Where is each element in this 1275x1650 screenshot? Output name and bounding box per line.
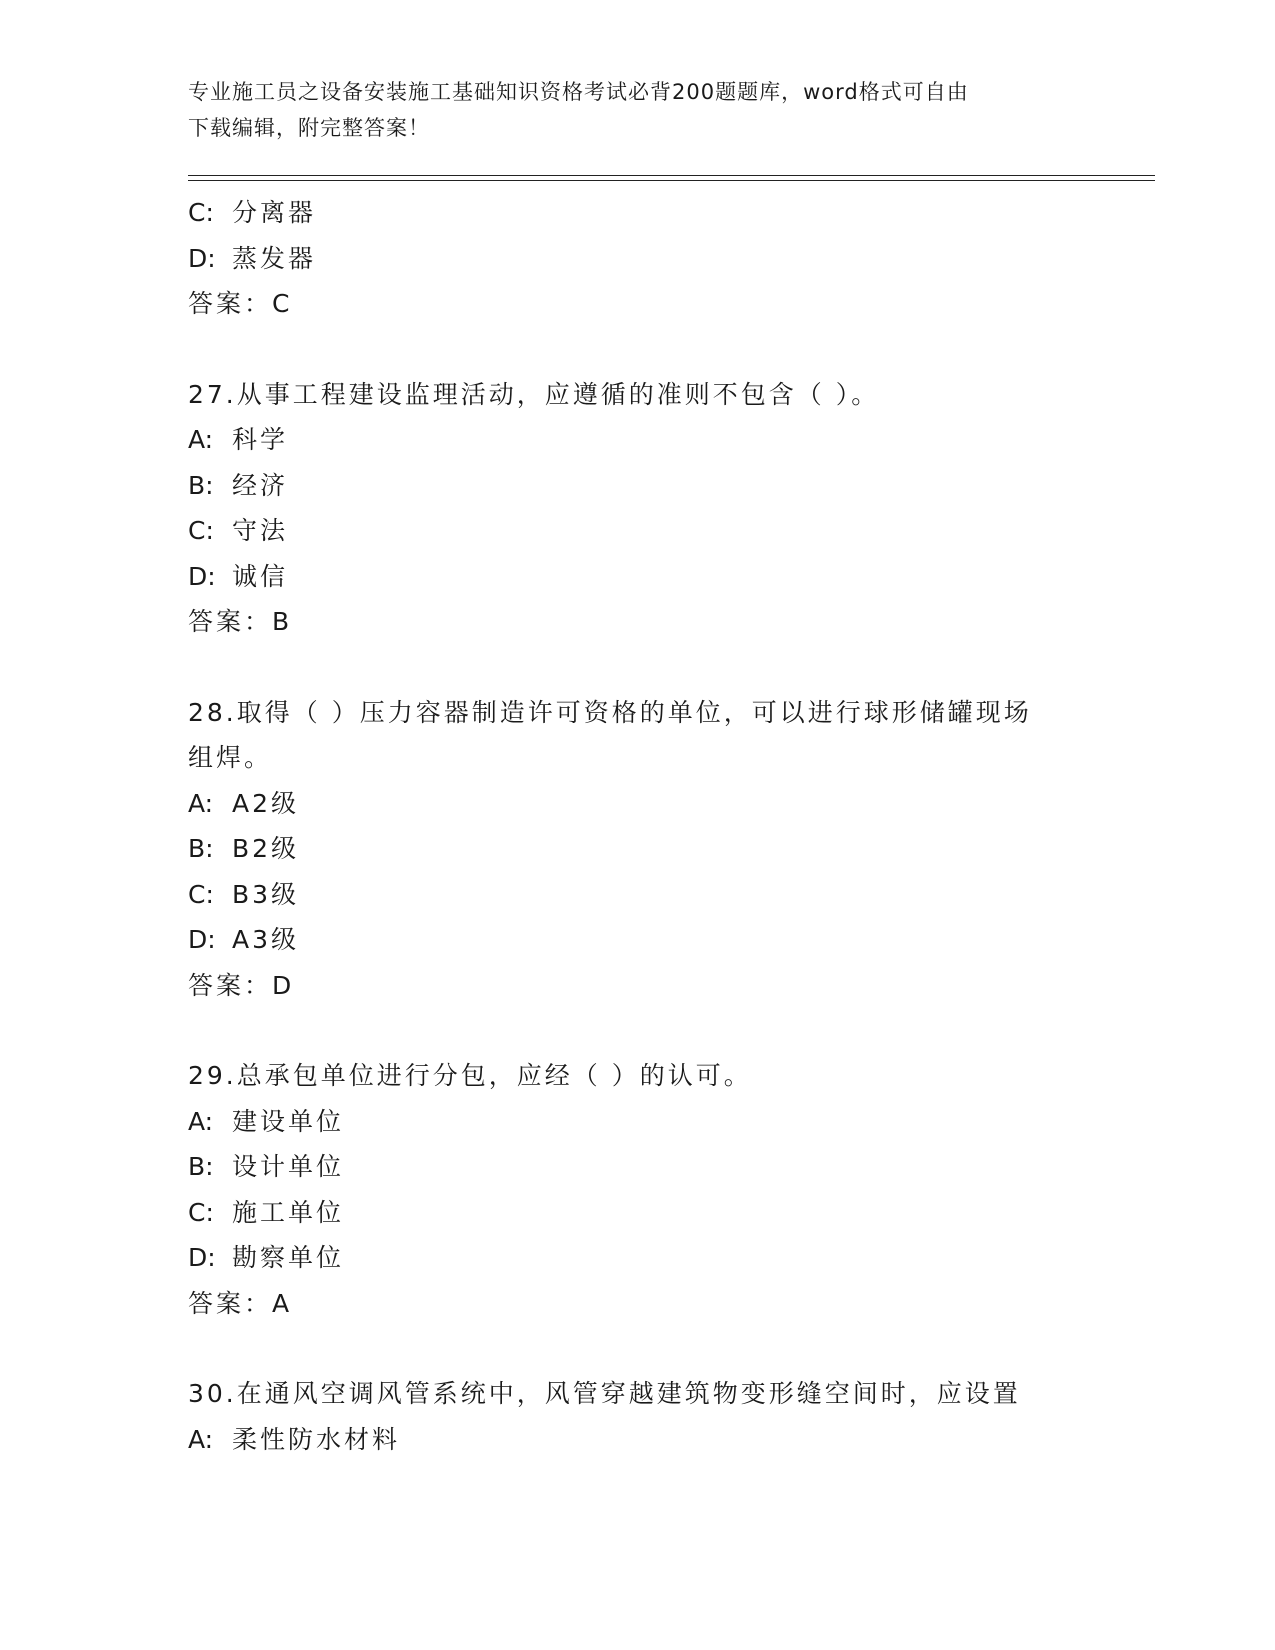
option-a — [188, 1417, 1088, 1463]
option-a — [188, 781, 1088, 827]
option-text: A2级 — [232, 788, 300, 818]
option-c — [188, 508, 1088, 554]
option-letter: A: — [188, 425, 214, 454]
option-d — [188, 554, 1088, 600]
option-letter: A: — [188, 788, 214, 818]
answer: 答案：B — [188, 607, 293, 636]
answer: 答案：A — [188, 1288, 293, 1318]
question-30 — [188, 1371, 1088, 1462]
option-letter: B: — [188, 1152, 214, 1181]
option-d — [188, 1235, 1088, 1281]
question-28 — [188, 690, 1088, 1009]
option-text: 建设单位 — [232, 1106, 345, 1136]
question-29 — [188, 1053, 1088, 1326]
option-text: 分离器 — [232, 198, 317, 227]
spacer — [188, 327, 1088, 372]
prev-question — [188, 190, 1088, 327]
option-b — [188, 463, 1088, 509]
option-letter: B: — [188, 470, 214, 500]
question-stem-continued: 组焊。 — [188, 743, 273, 772]
option-a — [188, 1099, 1088, 1145]
option-text: 经济 — [232, 470, 289, 500]
question-stem: 27.从事工程建设监理活动，应遵循的准则不包含（ ）。 — [188, 379, 880, 409]
option-d — [188, 236, 1088, 282]
option-letter: B: — [188, 834, 214, 863]
answer: 答案：D — [188, 970, 295, 1000]
option-text: 柔性防水材料 — [232, 1424, 401, 1454]
option-text: B2级 — [232, 834, 300, 863]
option-text: 设计单位 — [232, 1152, 345, 1181]
option-letter: C: — [188, 1197, 214, 1227]
spacer — [188, 645, 1088, 690]
header-rule-top — [188, 175, 1155, 176]
option-text: 勘察单位 — [232, 1243, 345, 1272]
spacer — [188, 1326, 1088, 1371]
question-stem: 28.取得（ ）压力容器制造许可资格的单位，可以进行球形储罐现场 — [188, 697, 1032, 727]
option-text: A3级 — [232, 925, 300, 954]
option-letter: A: — [188, 1424, 214, 1454]
spacer — [188, 1008, 1088, 1053]
option-letter: D: — [188, 561, 216, 591]
option-letter: D: — [188, 1243, 216, 1272]
header-line-2: 下载编辑，附完整答案！ — [188, 116, 430, 140]
option-letter: A: — [188, 1106, 214, 1136]
question-list — [188, 190, 1088, 1462]
option-c — [188, 872, 1088, 918]
option-text: 守法 — [232, 516, 289, 545]
question-stem: 30.在通风空调风管系统中，风管穿越建筑物变形缝空间时，应设置 — [188, 1379, 1021, 1408]
option-letter: D: — [188, 243, 216, 273]
option-text: 科学 — [232, 425, 289, 454]
header-line-1: 专业施工员之设备安装施工基础知识资格考试必背200题题库，word格式可自由 — [188, 80, 969, 104]
option-c — [188, 1190, 1088, 1236]
option-letter: C: — [188, 516, 214, 545]
option-a — [188, 417, 1088, 463]
option-text: 施工单位 — [232, 1197, 345, 1227]
option-b — [188, 1144, 1088, 1190]
option-c — [188, 190, 1088, 236]
option-text: 诚信 — [232, 561, 289, 591]
option-letter: D: — [188, 925, 216, 954]
document-header — [188, 74, 1088, 146]
option-letter: C: — [188, 879, 214, 909]
option-text: B3级 — [232, 879, 300, 909]
header-rule-bottom — [188, 180, 1155, 181]
option-letter: C: — [188, 198, 214, 227]
question-27 — [188, 372, 1088, 645]
option-text: 蒸发器 — [232, 243, 317, 273]
option-b — [188, 826, 1088, 872]
question-stem: 29.总承包单位进行分包，应经（ ）的认可。 — [188, 1061, 752, 1090]
answer: 答案：C — [188, 289, 293, 318]
option-d — [188, 917, 1088, 963]
